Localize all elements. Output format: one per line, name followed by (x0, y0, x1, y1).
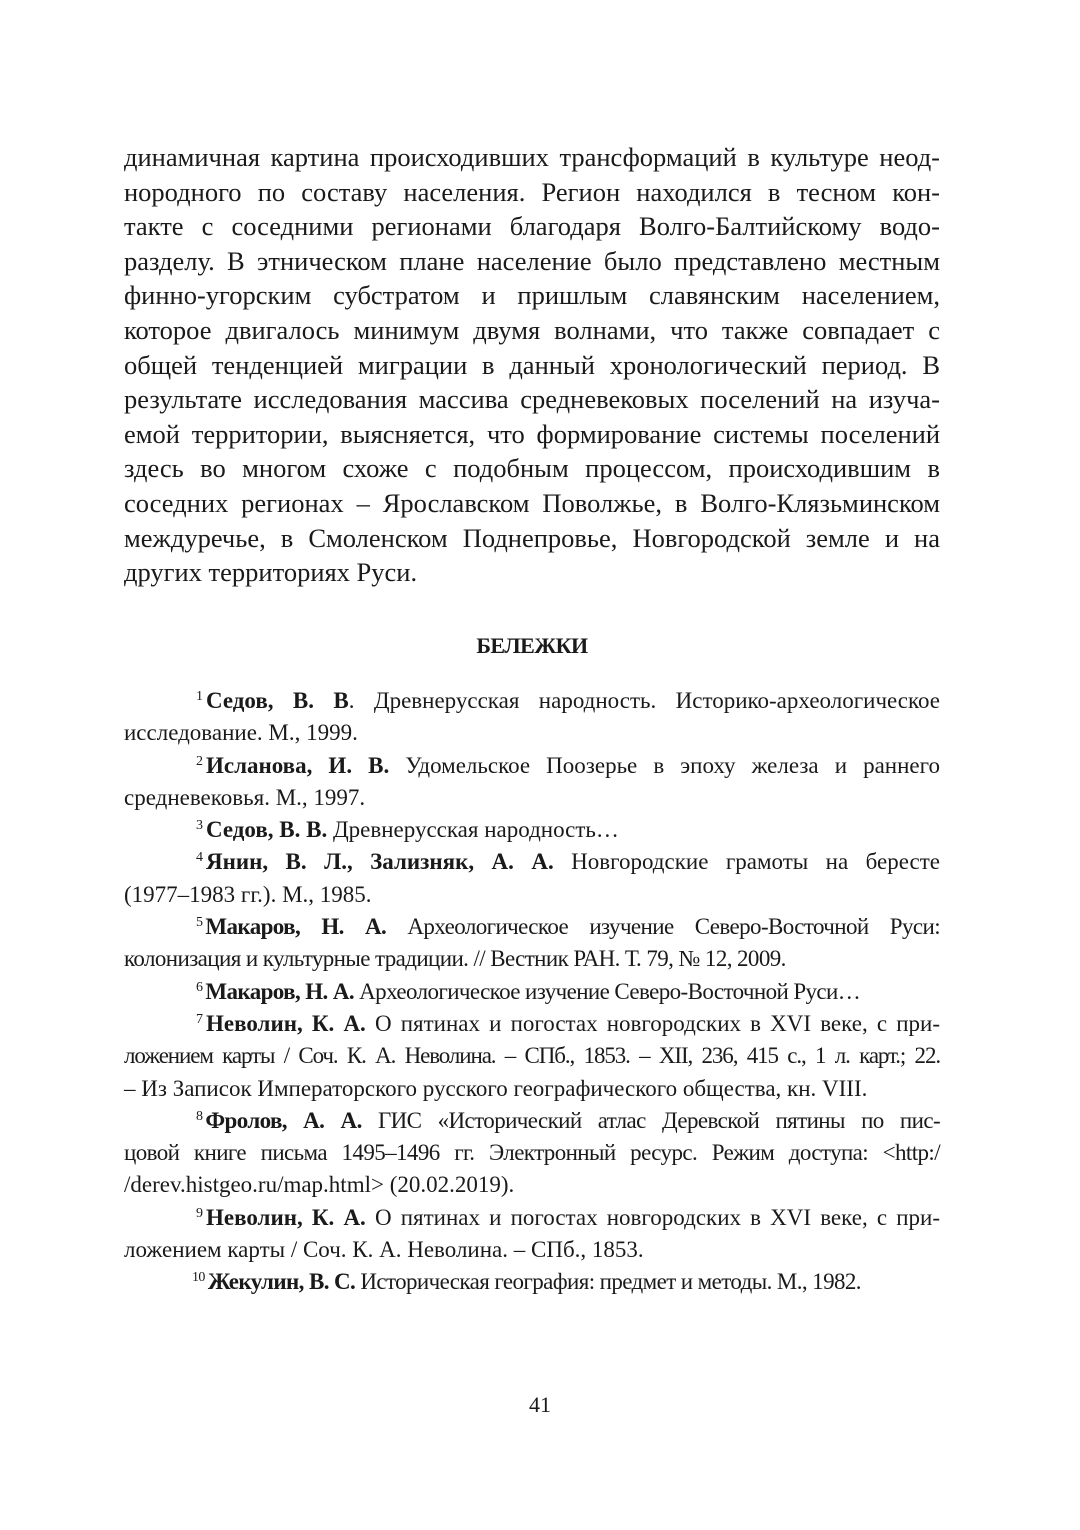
body-line: междуречье, в Смоленском Поднепровье, Новгородской земле и на (124, 522, 940, 553)
note-line: /derev.histgeo.ru/map.html> (20.02.2019). (124, 1172, 515, 1198)
note-text: О пятинах и погостах новгородских в XVI веке, с при- (365, 1010, 940, 1036)
note-line (124, 1266, 940, 1298)
note-number: 7 (196, 1011, 203, 1027)
note-line: исследование. М., 1999. (124, 720, 358, 746)
body-line: емой территории, выясняется, что формирование системы поселений (124, 418, 940, 449)
notes-heading: БЕЛЕЖКИ (476, 633, 588, 658)
body-line: финно-угорским субстратом и пришлым славянским населением, (124, 280, 940, 311)
note-number: 10 (192, 1270, 205, 1286)
note-item (124, 846, 940, 911)
note-line (124, 814, 940, 846)
note-item (124, 976, 940, 1008)
note-line (124, 1105, 940, 1137)
note-item (124, 911, 940, 976)
note-line (124, 750, 940, 782)
note-line (124, 685, 940, 717)
body-line: общей тенденцией миграции в данный хронологический период. В (124, 349, 940, 380)
note-author: Седов, В. В (206, 688, 349, 713)
note-item (124, 1202, 940, 1267)
note-text: Историческая география: предмет и методы. М., 1982. (355, 1269, 861, 1295)
note-author: Жекулин, В. С. (207, 1269, 356, 1295)
body-line: разделу. В этническом плане население было представлено местным (124, 245, 940, 276)
note-item (124, 1105, 940, 1202)
note-text: Археологическое изучение Северо-Восточной Руси… (354, 978, 861, 1004)
note-number: 9 (196, 1205, 203, 1221)
note-number: 8 (196, 1108, 203, 1124)
note-text: ГИС «Исторический атлас Деревской пятины по пис- (361, 1107, 941, 1133)
note-author: Неволин, К. А. (206, 1010, 366, 1036)
note-text: О пятинах и погостах новгородских в XVI веке, с при- (365, 1204, 940, 1230)
note-line: колонизация и культурные традиции. // Вестник РАН. Т. 79, № 12, 2009. (124, 946, 786, 972)
note-author: Фролов, А. А. (205, 1107, 362, 1133)
note-line (124, 1202, 940, 1234)
note-line (124, 1008, 940, 1040)
note-number: 3 (196, 818, 203, 834)
note-number: 5 (196, 915, 203, 931)
note-item (124, 1266, 940, 1298)
note-line: ложением карты / Соч. К. А. Неволина. – СПб., 1853. (124, 1237, 644, 1263)
note-author: Макаров, Н. А. (205, 978, 355, 1004)
body-line: которое двигалось минимум двумя волнами, что также совпадает с (124, 314, 940, 345)
note-number: 2 (196, 753, 203, 769)
note-number: 1 (196, 689, 203, 704)
note-number: 6 (196, 979, 203, 995)
body-line: динамичная картина происходивших трансформаций в культуре неод- (124, 142, 940, 172)
body-line: соседних регионах – Ярославском Поволжье, в Волго-Клязьминском (124, 487, 940, 518)
body-line: других территориях Руси. (124, 557, 418, 588)
body-line: нородного по составу населения. Регион находился в тесном кон- (124, 176, 940, 207)
note-text: Археологическое изучение Северо-Восточной Руси: (386, 914, 940, 940)
note-number: 4 (196, 850, 203, 866)
note-line: ложением карты / Соч. К. А. Неволина. – СПб., 1853. – XII, 236, 415 с., 1 л. карт.; 22. (124, 1043, 940, 1069)
note-author: Янин, В. Л., Зализняк, А. А. (206, 849, 554, 875)
notes-list (124, 685, 940, 1299)
note-item (124, 814, 940, 846)
note-line: средневековья. М., 1997. (124, 784, 366, 810)
note-line (124, 911, 940, 943)
note-line: (1977–1983 гг.). М., 1985. (124, 881, 372, 907)
note-line (124, 846, 940, 878)
note-text: . Древнерусская народность. Историко-археологическое (348, 688, 940, 713)
note-author: Неволин, К. А. (206, 1204, 366, 1230)
note-author: Седов, В. В. (206, 817, 328, 843)
note-text: Удомельское Поозерье в эпоху железа и раннего (389, 752, 940, 778)
page-number: 41 (529, 1392, 551, 1417)
note-line: – Из Записок Императорского русского географического общества, кн. VIII. (124, 1075, 868, 1101)
note-line: цовой книге письма 1495–1496 гг. Электронный ресурс. Режим доступа: <http:/ (124, 1140, 940, 1166)
body-line: результате исследования массива средневековых поселений на изуча- (124, 384, 940, 415)
body-line: такте с соседними регионами благодаря Волго-Балтийскому водо- (124, 211, 940, 242)
note-line (124, 976, 940, 1008)
note-author: Исланова, И. В. (206, 752, 390, 778)
main-text-block (124, 140, 940, 590)
note-item (124, 1008, 940, 1105)
body-line: здесь во многом схоже с подобным процессом, происходившим в (124, 453, 940, 484)
note-author: Макаров, Н. А. (205, 914, 387, 940)
note-item (124, 750, 940, 815)
note-text: Новгородские грамоты на бересте (553, 849, 940, 875)
note-item (124, 685, 940, 750)
note-text: Древнерусская народность… (327, 817, 619, 843)
